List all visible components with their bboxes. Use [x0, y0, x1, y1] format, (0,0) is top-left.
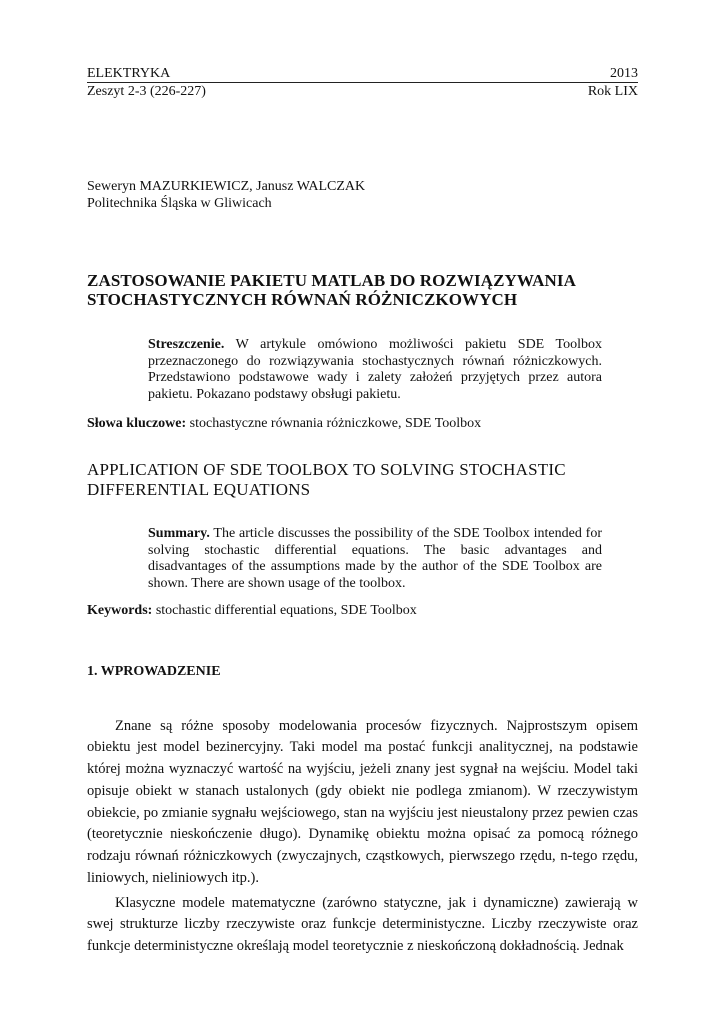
title-english	[87, 460, 647, 500]
keywords-polish-text: stochastyczne równania różniczkowe, SDE Toolbox	[186, 416, 482, 431]
author-names: Seweryn MAZURKIEWICZ, Janusz WALCZAK	[87, 179, 366, 194]
body-paragraph-2: Klasyczne modele matematyczne (zarówno statyczne, jak i dynamiczne) zawierają w swej strukturze liczby rzeczywiste oraz funkcje deterministyczne. Liczby rzeczywiste oraz funkcje deterministyczne określają model teoretycznie z nieskończoną dokładnością. Jednak	[87, 894, 638, 955]
title-english-line1: APPLICATION OF SDE TOOLBOX TO SOLVING STOCHASTIC	[87, 460, 566, 479]
journal-header-line2	[87, 84, 638, 100]
keywords-english-label: Keywords:	[87, 603, 153, 618]
title-polish-line1: ZASTOSOWANIE PAKIETU MATLAB DO ROZWIĄZYWANIA	[87, 271, 576, 290]
author-affiliation: Politechnika Śląska w Gliwicach	[87, 196, 272, 211]
title-polish-line2: STOCHASTYCZNYCH RÓWNAŃ RÓŻNICZKOWYCH	[87, 290, 518, 309]
abstract-polish-text: W artykule omówiono możliwości pakietu SDE Toolbox przeznaczonego do rozwiązywania stochastycznych równań różniczkowych. Przedstawiono podstawowe wady i zalety założeń przyjętych przez autora pakietu. Pokazano podstawy obsługi pakietu.	[148, 337, 602, 402]
section-heading: 1. WPROWADZENIE	[87, 664, 221, 679]
journal-issue: Zeszyt 2-3 (226-227)	[87, 84, 206, 99]
keywords-english-text: stochastic differential equations, SDE Toolbox	[152, 603, 417, 618]
journal-volume: Rok LIX	[587, 84, 638, 99]
journal-year: 2013	[610, 66, 638, 81]
abstract-english-label: Summary.	[148, 526, 210, 541]
keywords-polish	[87, 416, 481, 432]
keywords-english	[87, 603, 417, 619]
abstract-english-text: The article discusses the possibility of the SDE Toolbox intended for solving stochastic differential equations. The basic advantages and disadvantages of the assumptions made by the author of the SDE Toolbox are shown. There are shown usage of the toolbox.	[148, 526, 602, 591]
journal-name: ELEKTRYKA	[87, 66, 171, 81]
abstract-english	[148, 526, 602, 592]
journal-header-line1	[87, 66, 638, 82]
header-rule	[87, 82, 638, 83]
abstract-polish	[148, 337, 602, 403]
body-paragraph-1: Znane są różne sposoby modelowania procesów fizycznych. Najprostszym opisem obiektu jest model bezinercyjny. Taki model ma postać funkcji analitycznej, na podstawie której można wyznaczyć wartość na wyjściu, jeżeli znany jest sygnał na wejściu. Model taki opisuje obiekt w stanach ustalonych (gdy obiekt nie podlega zmianom). W rzeczywistym obiekcie, po zmianie sygnału wejściowego, stan na wyjściu jest nieustalony przez pewien czas (teoretycznie nieskończenie długo). Dynamikę obiektu można opisać za pomocą różnego rodzaju równań różniczkowych (zwyczajnych, cząstkowych, pierwszego rzędu, n-tego rzędu, liniowych, nieliniowych itp.).	[87, 717, 638, 887]
title-english-line2: DIFFERENTIAL EQUATIONS	[87, 480, 311, 499]
author-block	[87, 178, 365, 212]
abstract-polish-label: Streszczenie.	[148, 337, 225, 352]
title-polish	[87, 271, 647, 309]
keywords-polish-label: Słowa kluczowe:	[87, 416, 187, 431]
